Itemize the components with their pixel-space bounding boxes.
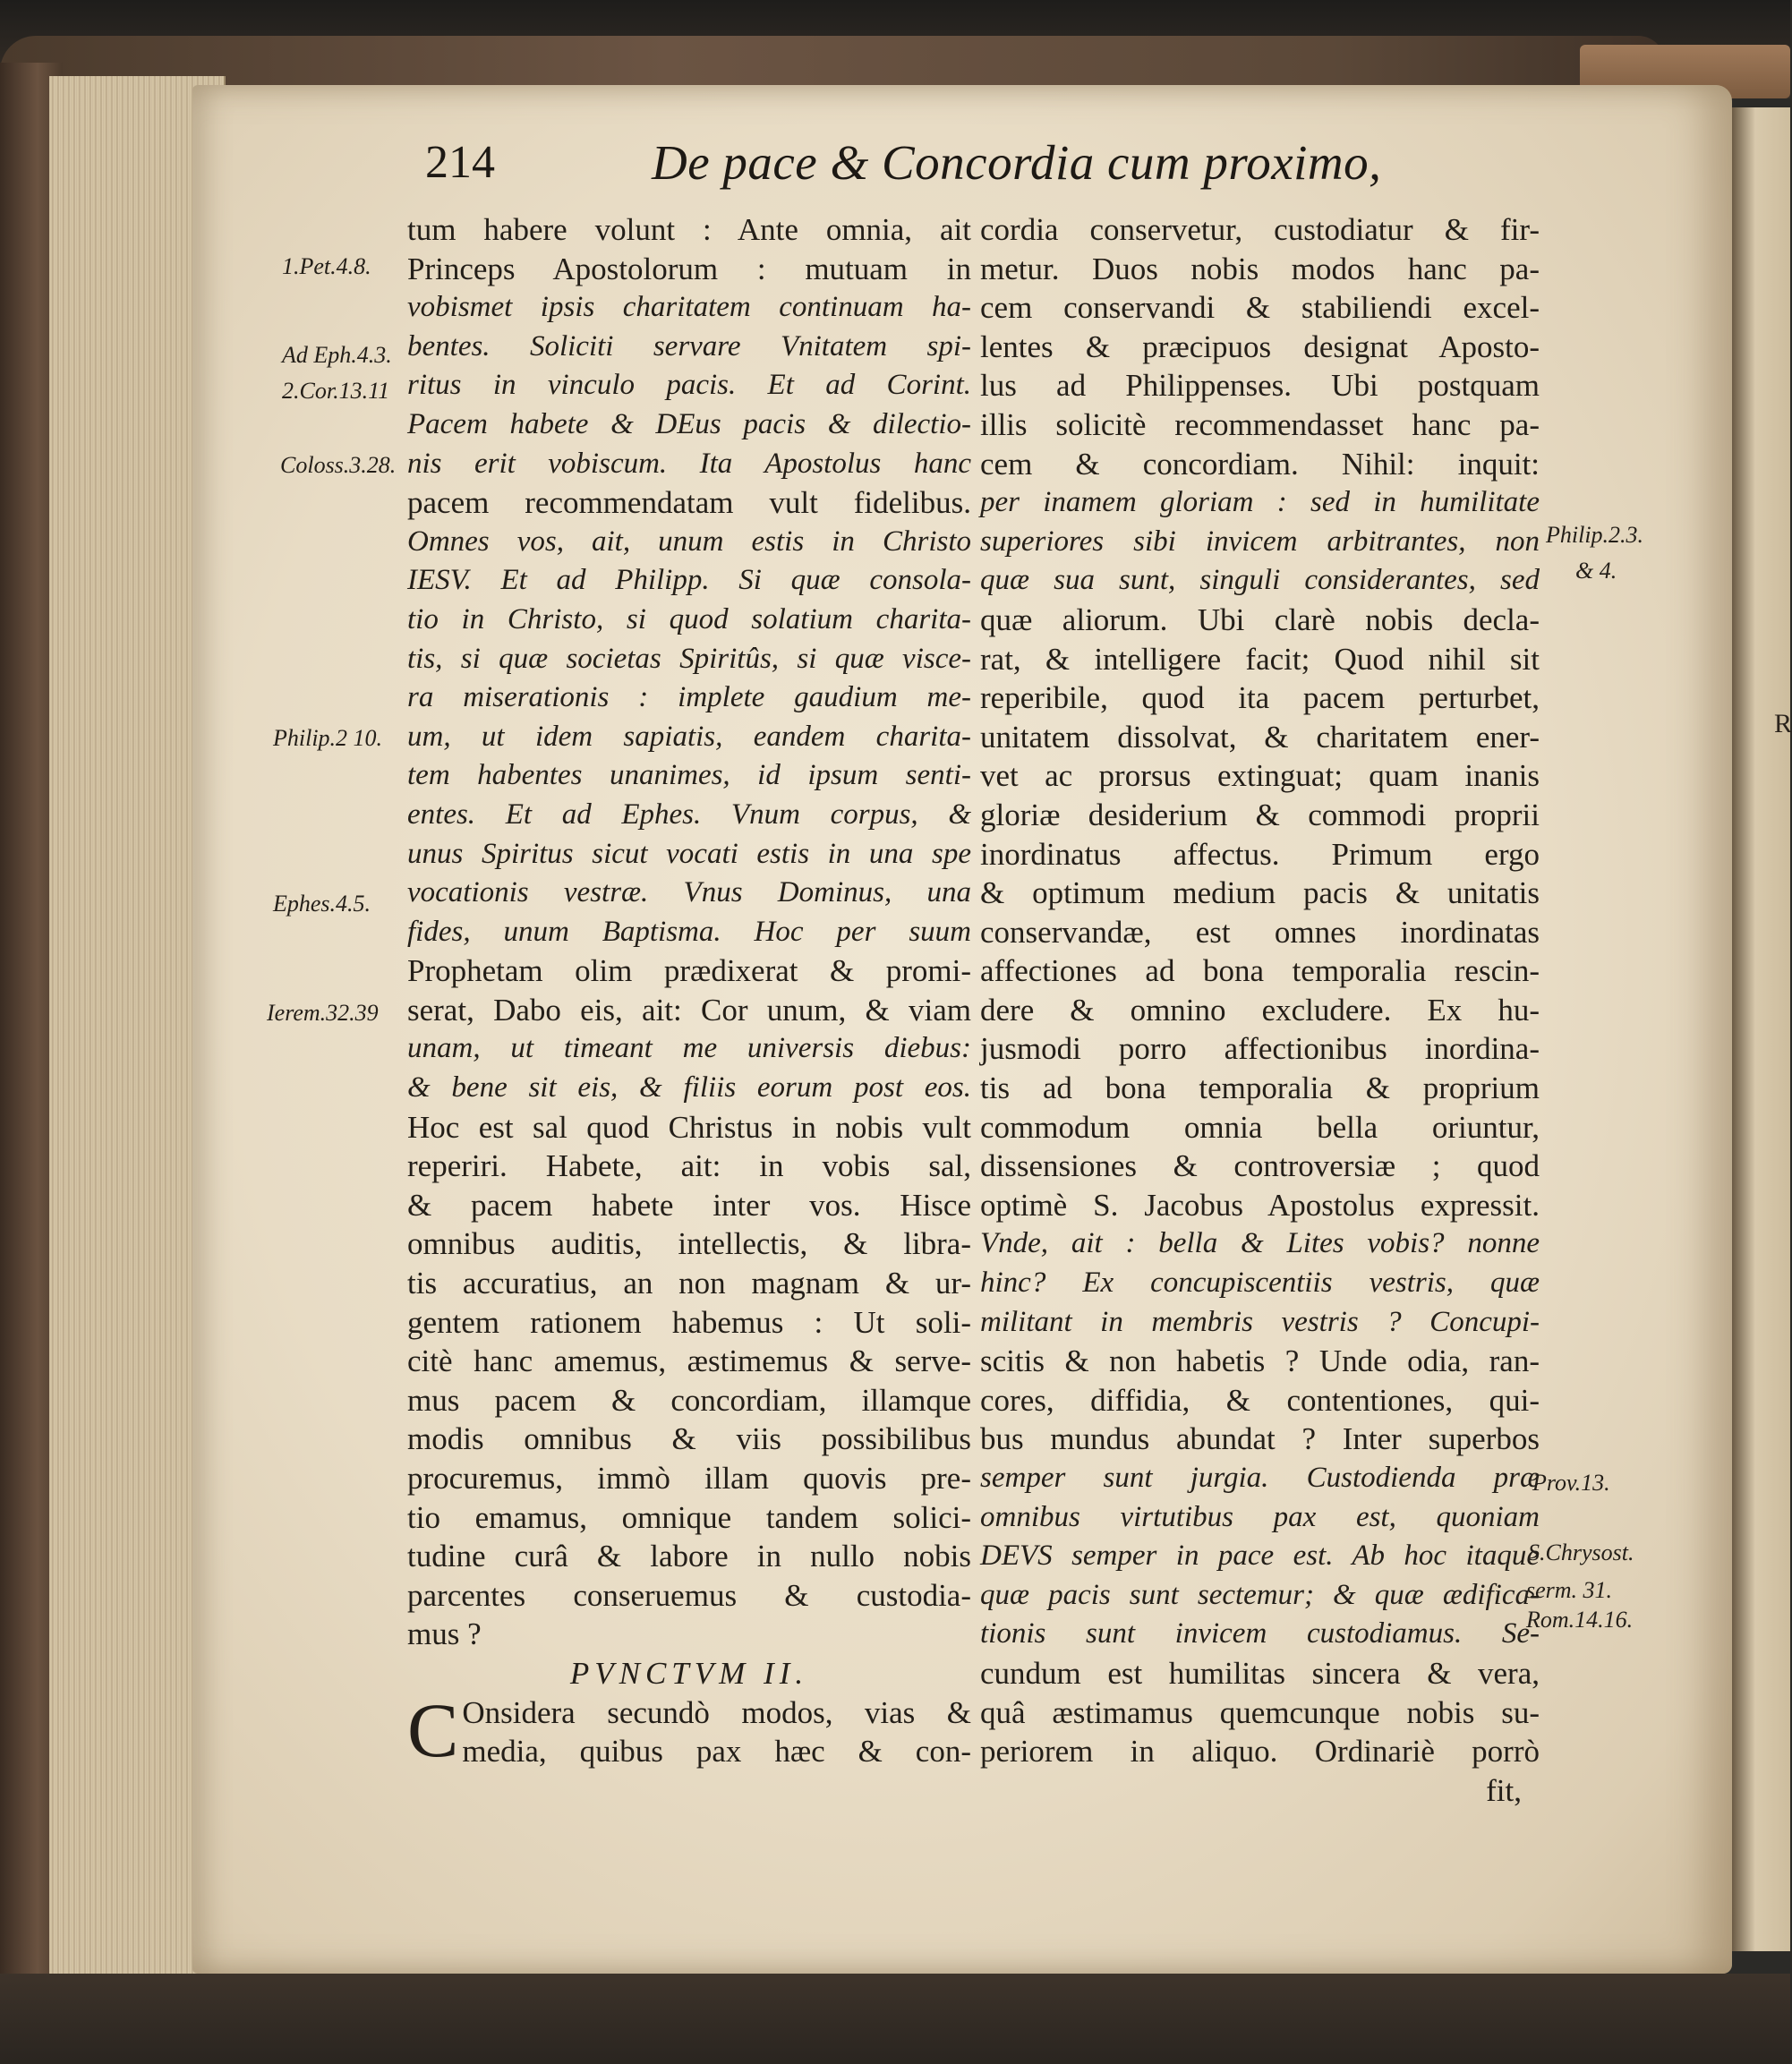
text-line: tem habentes unanimes, id ipsum senti-: [407, 759, 971, 792]
text-line: Hoc est sal quod Christus in nobis vult: [407, 1109, 971, 1145]
text-line: optimè S. Jacobus Apostolus expressit.: [980, 1187, 1540, 1223]
text-line: cordia conservetur, custodiatur & fir-: [980, 212, 1540, 247]
text-line: illis solicitè recommendasset hanc pa-: [980, 406, 1540, 442]
text-line: unitatem dissolvat, & charitatem ener-: [980, 719, 1540, 755]
text-line: semper sunt jurgia. Custodienda præ: [980, 1462, 1540, 1494]
text-line: tum habere volunt : Ante omnia, ait: [407, 212, 971, 247]
text-line: Onsidera secundò modos, vias &: [462, 1694, 971, 1730]
text-line: cem conservandi & stabiliendi excel-: [980, 290, 1540, 326]
margin-note: Philip.2.3.: [1546, 522, 1644, 548]
margin-note: Philip.2 10.: [273, 725, 383, 751]
text-line: jusmodi porro affectionibus inordina-: [980, 1031, 1540, 1067]
right-column: [980, 210, 1540, 1810]
facing-page-edge: [1732, 107, 1790, 1951]
text-line: dere & omnino excludere. Ex hu-: [980, 992, 1540, 1028]
text-line: superiores sibi invicem arbitrantes, non: [980, 525, 1540, 558]
margin-note: Coloss.3.28.: [280, 452, 397, 478]
text-line: commodum omnia bella oriuntur,: [980, 1109, 1540, 1145]
text-line: quæ aliorum. Ubi clarè nobis decla-: [980, 601, 1540, 637]
text-line: vobismet ipsis charitatem continuam ha-: [407, 291, 971, 324]
text-line: cores, diffidia, & contentiones, qui-: [980, 1382, 1540, 1418]
text-line: bus mundus abundat ? Inter superbos: [980, 1421, 1540, 1457]
facing-page-glyph: R: [1774, 709, 1792, 738]
margin-note: Ad Eph.4.3.: [282, 342, 392, 368]
text-line: procuremus, immò illam quovis pre-: [407, 1461, 971, 1496]
margin-note: Ierem.32.39: [267, 1000, 379, 1026]
text-line: vocationis vestræ. Vnus Dominus, una: [407, 876, 971, 909]
text-line: reperibile, quod ita pacem perturbet,: [980, 680, 1540, 716]
margin-note: Ephes.4.5.: [273, 891, 371, 917]
page-number: 214: [425, 137, 495, 188]
margin-note: 1.Pet.4.8.: [282, 253, 371, 279]
margin-note: Rom.14.16.: [1526, 1607, 1634, 1633]
text-line: tis, si quæ societas Spiritûs, si quæ visce-: [407, 642, 971, 675]
margin-note: 2.Cor.13.11: [282, 378, 390, 404]
text-line: quæ sua sunt, singuli considerantes, sed: [980, 564, 1540, 597]
text-line: ra miserationis : implete gaudium me-: [407, 681, 971, 714]
text-line: cem & concordiam. Nihil: inquit:: [980, 446, 1540, 482]
text-line: & optimum medium pacis & unitatis: [980, 875, 1540, 911]
margin-note: Prov.13.: [1532, 1470, 1610, 1496]
text-line: tionis sunt invicem custodiamus. Se-: [980, 1617, 1540, 1650]
section-heading: PVNCTVM II.: [569, 1655, 809, 1691]
text-line: quâ æstimamus quemcunque nobis su-: [980, 1694, 1540, 1730]
text-line: omnibus virtutibus pax est, quoniam: [980, 1500, 1540, 1533]
text-line: affectiones ad bona temporalia rescin-: [980, 953, 1540, 989]
running-title: De pace & Concordia cum proximo,: [652, 135, 1382, 190]
margin-note: & 4.: [1575, 558, 1617, 584]
text-line: pacem recommendatam vult fidelibus.: [407, 485, 971, 521]
text-line: periorem in aliquo. Ordinariè porrò: [980, 1734, 1540, 1770]
text-line: Omnes vos, ait, unum estis in Christo: [407, 525, 971, 558]
text-line: & pacem habete inter vos. Hisce: [407, 1187, 971, 1223]
text-line: conservandæ, est omnes inordinatas: [980, 914, 1540, 950]
text-line: rat, & intelligere facit; Quod nihil sit: [980, 641, 1540, 677]
text-line: scitis & non habetis ? Unde odia, ran-: [980, 1343, 1540, 1379]
margin-note: S.Chrysost.: [1528, 1539, 1634, 1565]
text-line: Prophetam olim prædixerat & promi-: [407, 953, 971, 989]
text-line: Vnde, ait : bella & Lites vobis? nonne: [980, 1227, 1540, 1260]
text-line: bentes. Soliciti servare Vnitatem spi-: [407, 329, 971, 362]
text-line: hinc? Ex concupiscentiis vestris, quæ: [980, 1267, 1540, 1300]
text-line: citè hanc amemus, æstimemus & serve-: [407, 1343, 971, 1379]
text-line: militant in membris vestris ? Concupi-: [980, 1305, 1540, 1338]
text-line: cundum est humilitas sincera & vera,: [980, 1655, 1540, 1691]
text-line: dissensiones & controversiæ ; quod: [980, 1148, 1540, 1184]
text-line: um, ut idem sapiatis, eandem charita-: [407, 720, 971, 753]
text-line: reperiri. Habete, ait: in vobis sal,: [407, 1148, 971, 1184]
text-line: metur. Duos nobis modos hanc pa-: [980, 251, 1540, 286]
text-line: tio in Christo, si quod solatium charita-: [407, 602, 971, 635]
text-line: & bene sit eis, & filiis eorum post eos.: [407, 1071, 971, 1104]
text-line: parcentes conseruemus & custodia-: [407, 1577, 971, 1613]
text-line: Pacem habete & DEus pacis & dilectio-: [407, 407, 971, 440]
text-line: IESV. Et ad Philipp. Si quæ consola-: [407, 564, 971, 597]
bottom-background: [0, 1974, 1790, 2064]
text-line: inordinatus affectus. Primum ergo: [980, 836, 1540, 872]
text-line: tis accuratius, an non magnam & ur-: [407, 1266, 971, 1301]
text-line: mus ?: [407, 1616, 482, 1652]
text-line: tio emamus, omnique tandem solici-: [407, 1499, 971, 1535]
text-line: fides, unum Baptisma. Hoc per suum: [407, 915, 971, 948]
text-line: serat, Dabo eis, ait: Cor unum, & viam: [407, 992, 971, 1028]
drop-cap: C: [407, 1686, 459, 1773]
text-line: modis omnibus & viis possibilibus: [407, 1421, 971, 1457]
text-line: per inamem gloriam : sed in humilitate: [980, 486, 1540, 519]
text-line: gloriæ desiderium & commodi proprii: [980, 797, 1540, 832]
text-line: quæ pacis sunt sectemur; & quæ ædifica-: [980, 1578, 1540, 1611]
text-line: gentem rationem habemus : Ut soli-: [407, 1304, 971, 1340]
text-line: lentes & præcipuos designat Aposto-: [980, 328, 1540, 364]
text-line: lus ad Philippenses. Ubi postquam: [980, 368, 1540, 404]
text-line: tudine curâ & labore in nullo nobis: [407, 1539, 971, 1574]
text-line: Princeps Apostolorum : mutuam in: [407, 251, 971, 286]
text-line: mus pacem & concordiam, illamque: [407, 1382, 971, 1418]
text-line: ritus in vinculo pacis. Et ad Corint.: [407, 369, 971, 402]
text-line: vet ac prorsus extinguat; quam inanis: [980, 758, 1540, 794]
text-line: entes. Et ad Ephes. Vnum corpus, &: [407, 797, 971, 831]
catchword: fit,: [1486, 1772, 1522, 1808]
margin-note: serm. 31.: [1526, 1577, 1613, 1603]
left-column: [407, 210, 971, 1771]
paragraph-with-drop-cap: [407, 1686, 971, 1773]
text-line: DEVS semper in pace est. Ab hoc itaque: [980, 1539, 1540, 1573]
text-line: unus Spiritus sicut vocati estis in una spe: [407, 837, 971, 870]
text-line: unam, ut timeant me universis diebus:: [407, 1032, 971, 1065]
text-line: nis erit vobiscum. Ita Apostolus hanc: [407, 447, 971, 480]
text-line: omnibus auditis, intellectis, & libra-: [407, 1226, 971, 1262]
text-line: media, quibus pax hæc & con-: [462, 1734, 971, 1770]
text-line: tis ad bona temporalia & proprium: [980, 1070, 1540, 1106]
